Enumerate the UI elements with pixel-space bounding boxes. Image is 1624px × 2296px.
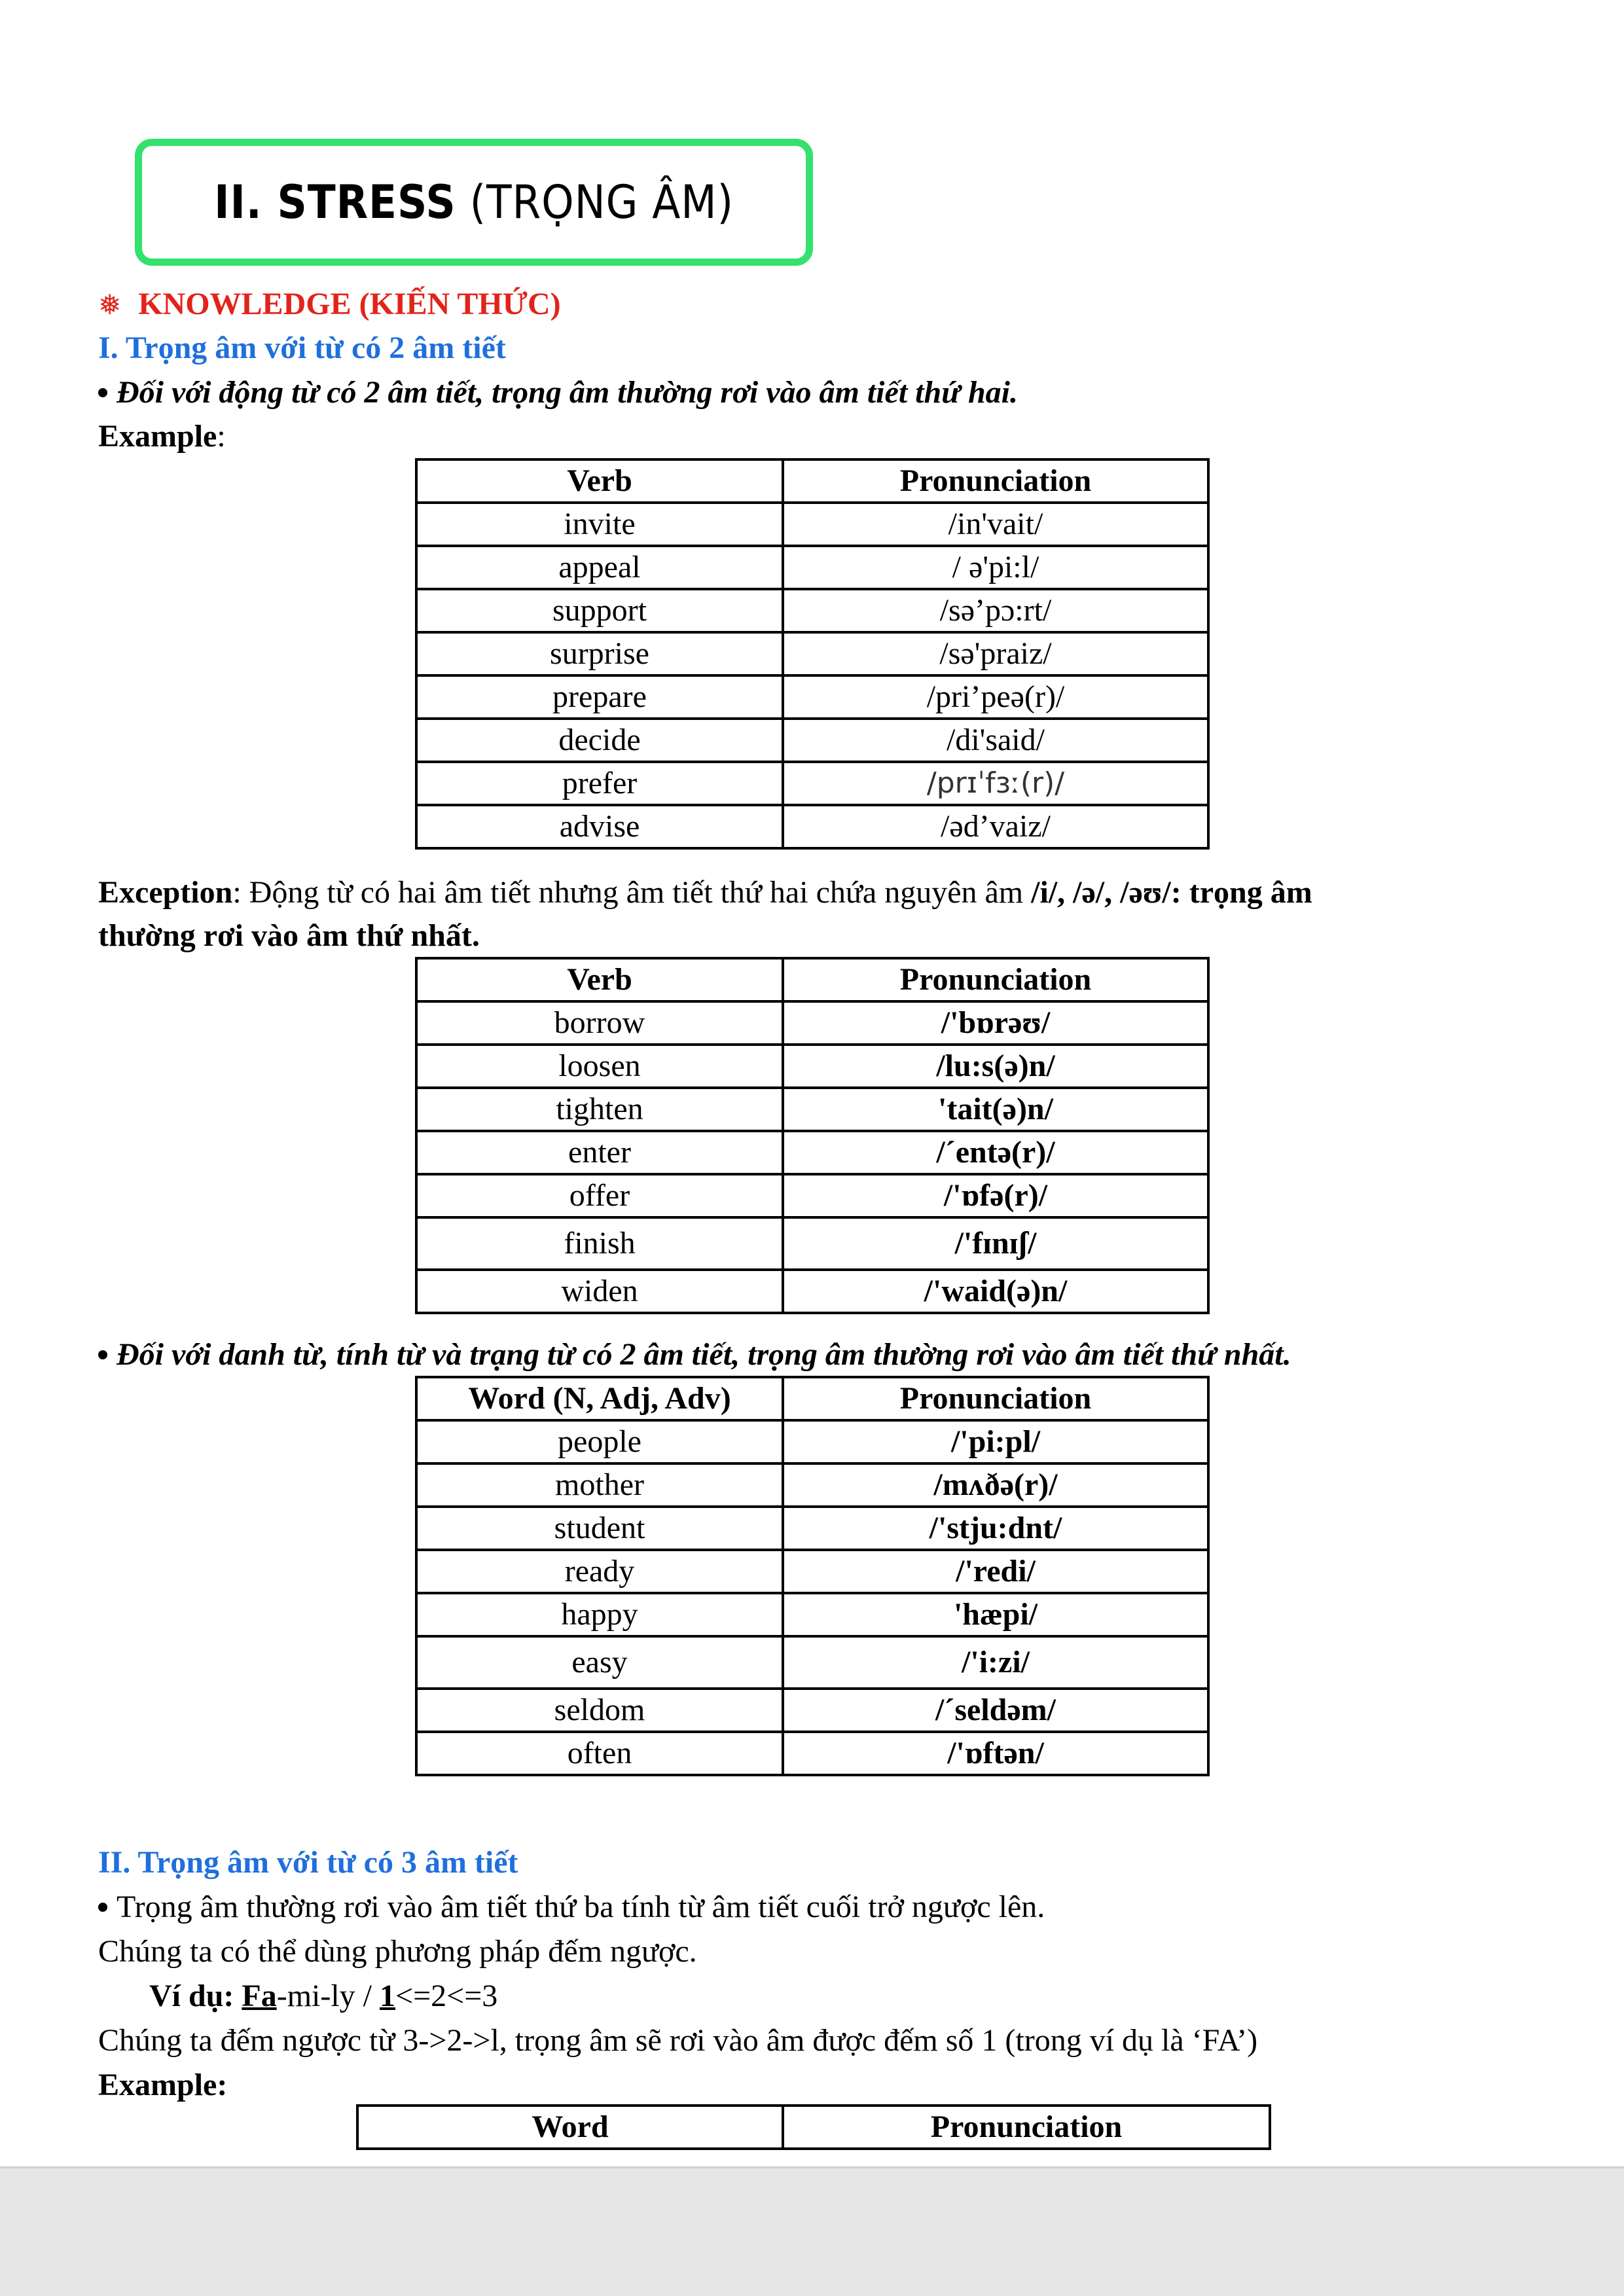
table-row — [416, 1217, 1208, 1270]
table-row — [416, 1420, 1208, 1463]
exception-bold-2: thường rơi vào âm thứ nhất. — [98, 918, 480, 953]
example-label-text: Example — [98, 419, 217, 454]
word-cell: prepare — [416, 675, 783, 719]
pronunciation-cell: /'fɪnɪʃ/ — [783, 1217, 1208, 1270]
exception-bold: /i/, /ə/, /əʊ/: trọng âm — [1031, 875, 1312, 910]
column-header: Verb — [416, 459, 783, 503]
bullet-icon — [98, 1350, 107, 1359]
word-cell: offer — [416, 1174, 783, 1217]
pronunciation-cell: /'redi/ — [783, 1550, 1208, 1593]
word-cell: seldom — [416, 1689, 783, 1732]
page-footer-divider — [0, 2166, 1624, 2168]
word-cell: borrow — [416, 1001, 783, 1045]
pronunciation-cell: /sə'praiz/ — [783, 632, 1208, 675]
snowflake-icon: ❅ — [98, 289, 122, 321]
table-row — [416, 762, 1208, 805]
example-label-2 — [98, 2066, 227, 2105]
pronunciation-cell: /'stju:dnt/ — [783, 1507, 1208, 1550]
word-cell: invite — [416, 503, 783, 546]
column-header: Pronunciation — [783, 1377, 1208, 1420]
pronunciation-cell: /prɪˈfɜː(r)/ — [783, 762, 1208, 805]
table-row — [416, 1088, 1208, 1131]
word-cell: mother — [416, 1463, 783, 1507]
section2-explain: Chúng ta đếm ngược từ 3->2->l, trọng âm sẽ rơi vào âm được đếm số 1 (trong ví dụ là ‘FA’) — [98, 2023, 1258, 2058]
table-row — [416, 546, 1208, 589]
column-header: Word — [357, 2106, 783, 2149]
pronunciation-cell: /'ɒftən/ — [783, 1732, 1208, 1775]
table-row — [416, 805, 1208, 848]
word-cell: decide — [416, 719, 783, 762]
pronunciation-cell: /'waid(ə)n/ — [783, 1270, 1208, 1313]
column-header: Pronunciation — [783, 459, 1208, 503]
rule2-text: Đối với danh từ, tính từ và trạng từ có 2 âm tiết, trọng âm thường rơi vào âm tiết thứ nhất. — [117, 1337, 1291, 1372]
pronunciation-cell: /´seldəm/ — [783, 1689, 1208, 1732]
pronunciation-cell: /'bɒrəʊ/ — [783, 1001, 1208, 1045]
pronunciation-cell: /'ɒfə(r)/ — [783, 1174, 1208, 1217]
word-cell: advise — [416, 805, 783, 848]
word-table-3 — [415, 1376, 1210, 1776]
word-cell: widen — [416, 1270, 783, 1313]
table-row — [416, 1270, 1208, 1313]
column-header: Word (N, Adj, Adv) — [416, 1377, 783, 1420]
vidu-stressed-syllable: Fa — [242, 1979, 277, 2013]
knowledge-label: KNOWLEDGE (KIẾN THỨC) — [138, 287, 561, 321]
verb-table-2 — [415, 957, 1210, 1314]
table-row — [416, 1550, 1208, 1593]
section2-rule — [98, 1888, 1045, 1927]
section2-method: Chúng ta có thể dùng phương pháp đếm ngược. — [98, 1934, 697, 1969]
example-label-1: Example: — [98, 419, 226, 454]
table-row — [416, 1689, 1208, 1732]
table-row — [416, 1593, 1208, 1636]
exception-text: Động từ có hai âm tiết nhưng âm tiết thứ hai chứa nguyên âm — [249, 875, 1024, 910]
word-cell: finish — [416, 1217, 783, 1270]
word-cell: enter — [416, 1131, 783, 1174]
page-title — [214, 175, 734, 229]
word-cell: ready — [416, 1550, 783, 1593]
word-cell: often — [416, 1732, 783, 1775]
section2-heading: II. Trọng âm với từ có 3 âm tiết — [98, 1845, 518, 1880]
word-cell: surprise — [416, 632, 783, 675]
section1-heading: I. Trọng âm với từ có 2 âm tiết — [98, 331, 506, 365]
page-footer-band — [0, 2166, 1624, 2296]
title-main: II. STRESS — [214, 175, 456, 229]
word-cell: student — [416, 1507, 783, 1550]
pronunciation-cell: /sə’pɔ:rt/ — [783, 589, 1208, 632]
rule1 — [98, 373, 1018, 412]
exception-label: Exception — [98, 875, 233, 910]
table-row — [416, 675, 1208, 719]
title-box — [135, 139, 813, 266]
table-row — [416, 589, 1208, 632]
pronunciation-cell: 'hæpi/ — [783, 1593, 1208, 1636]
vidu-count-one: 1 — [380, 1979, 396, 2013]
knowledge-heading — [98, 285, 561, 325]
word-cell: happy — [416, 1593, 783, 1636]
example-label-2-text: Example: — [98, 2068, 228, 2102]
table-header-row — [416, 958, 1208, 1001]
pronunciation-cell: / ə'pi:l/ — [783, 546, 1208, 589]
column-header: Pronunciation — [783, 2106, 1270, 2149]
column-header: Verb — [416, 958, 783, 1001]
word-cell: loosen — [416, 1045, 783, 1088]
table-row — [416, 1001, 1208, 1045]
table-row — [416, 1507, 1208, 1550]
exception-line-2 — [98, 916, 480, 956]
exception-line-1: Exception: Động từ có hai âm tiết nhưng âm tiết thứ hai chứa nguyên âm /i/, /ə/, /əʊ/: trọng âm — [98, 875, 1312, 910]
bullet-icon — [98, 1903, 107, 1912]
column-header: Pronunciation — [783, 958, 1208, 1001]
example-family — [149, 1977, 497, 2016]
vidu-rest: -mi-ly / — [276, 1979, 380, 2013]
table-row — [416, 1463, 1208, 1507]
word-cell: appeal — [416, 546, 783, 589]
table-row — [416, 1732, 1208, 1775]
word-cell: tighten — [416, 1088, 783, 1131]
pronunciation-cell: /in'vait/ — [783, 503, 1208, 546]
word-cell: prefer — [416, 762, 783, 805]
table-row — [416, 1131, 1208, 1174]
pronunciation-cell: /əd’vaiz/ — [783, 805, 1208, 848]
pronunciation-cell: /lu:s(ə)n/ — [783, 1045, 1208, 1088]
word-cell: easy — [416, 1636, 783, 1689]
table-header-row — [357, 2106, 1270, 2149]
pronunciation-cell: /'i:zi/ — [783, 1636, 1208, 1689]
rule1-text: Đối với động từ có 2 âm tiết, trọng âm thường rơi vào âm tiết thứ hai. — [117, 375, 1018, 410]
table-row — [416, 719, 1208, 762]
vidu-label: Ví dụ: — [149, 1979, 234, 2013]
table-row — [416, 503, 1208, 546]
rule2 — [98, 1335, 1291, 1374]
pronunciation-cell: 'tait(ə)n/ — [783, 1088, 1208, 1131]
verb-table-1 — [415, 458, 1210, 850]
table-row — [416, 632, 1208, 675]
pronunciation-cell: /'pi:pl/ — [783, 1420, 1208, 1463]
pronunciation-cell: /di'said/ — [783, 719, 1208, 762]
word-cell: people — [416, 1420, 783, 1463]
pronunciation-cell: /pri’peə(r)/ — [783, 675, 1208, 719]
table-row — [416, 1174, 1208, 1217]
vidu-count: <=2<=3 — [395, 1979, 498, 2013]
title-sub: (TRỌNG ÂM) — [469, 175, 734, 229]
section2-rule-text: Trọng âm thường rơi vào âm tiết thứ ba tính từ âm tiết cuối trở ngược lên. — [117, 1890, 1045, 1924]
pronunciation-cell: /mʌðə(r)/ — [783, 1463, 1208, 1507]
table-header-row — [416, 459, 1208, 503]
table-row — [416, 1045, 1208, 1088]
pronunciation-cell: /´entə(r)/ — [783, 1131, 1208, 1174]
bullet-icon — [98, 388, 107, 397]
word-cell: support — [416, 589, 783, 632]
table-header-row — [416, 1377, 1208, 1420]
word-table-4 — [356, 2104, 1271, 2150]
table-row — [416, 1636, 1208, 1689]
